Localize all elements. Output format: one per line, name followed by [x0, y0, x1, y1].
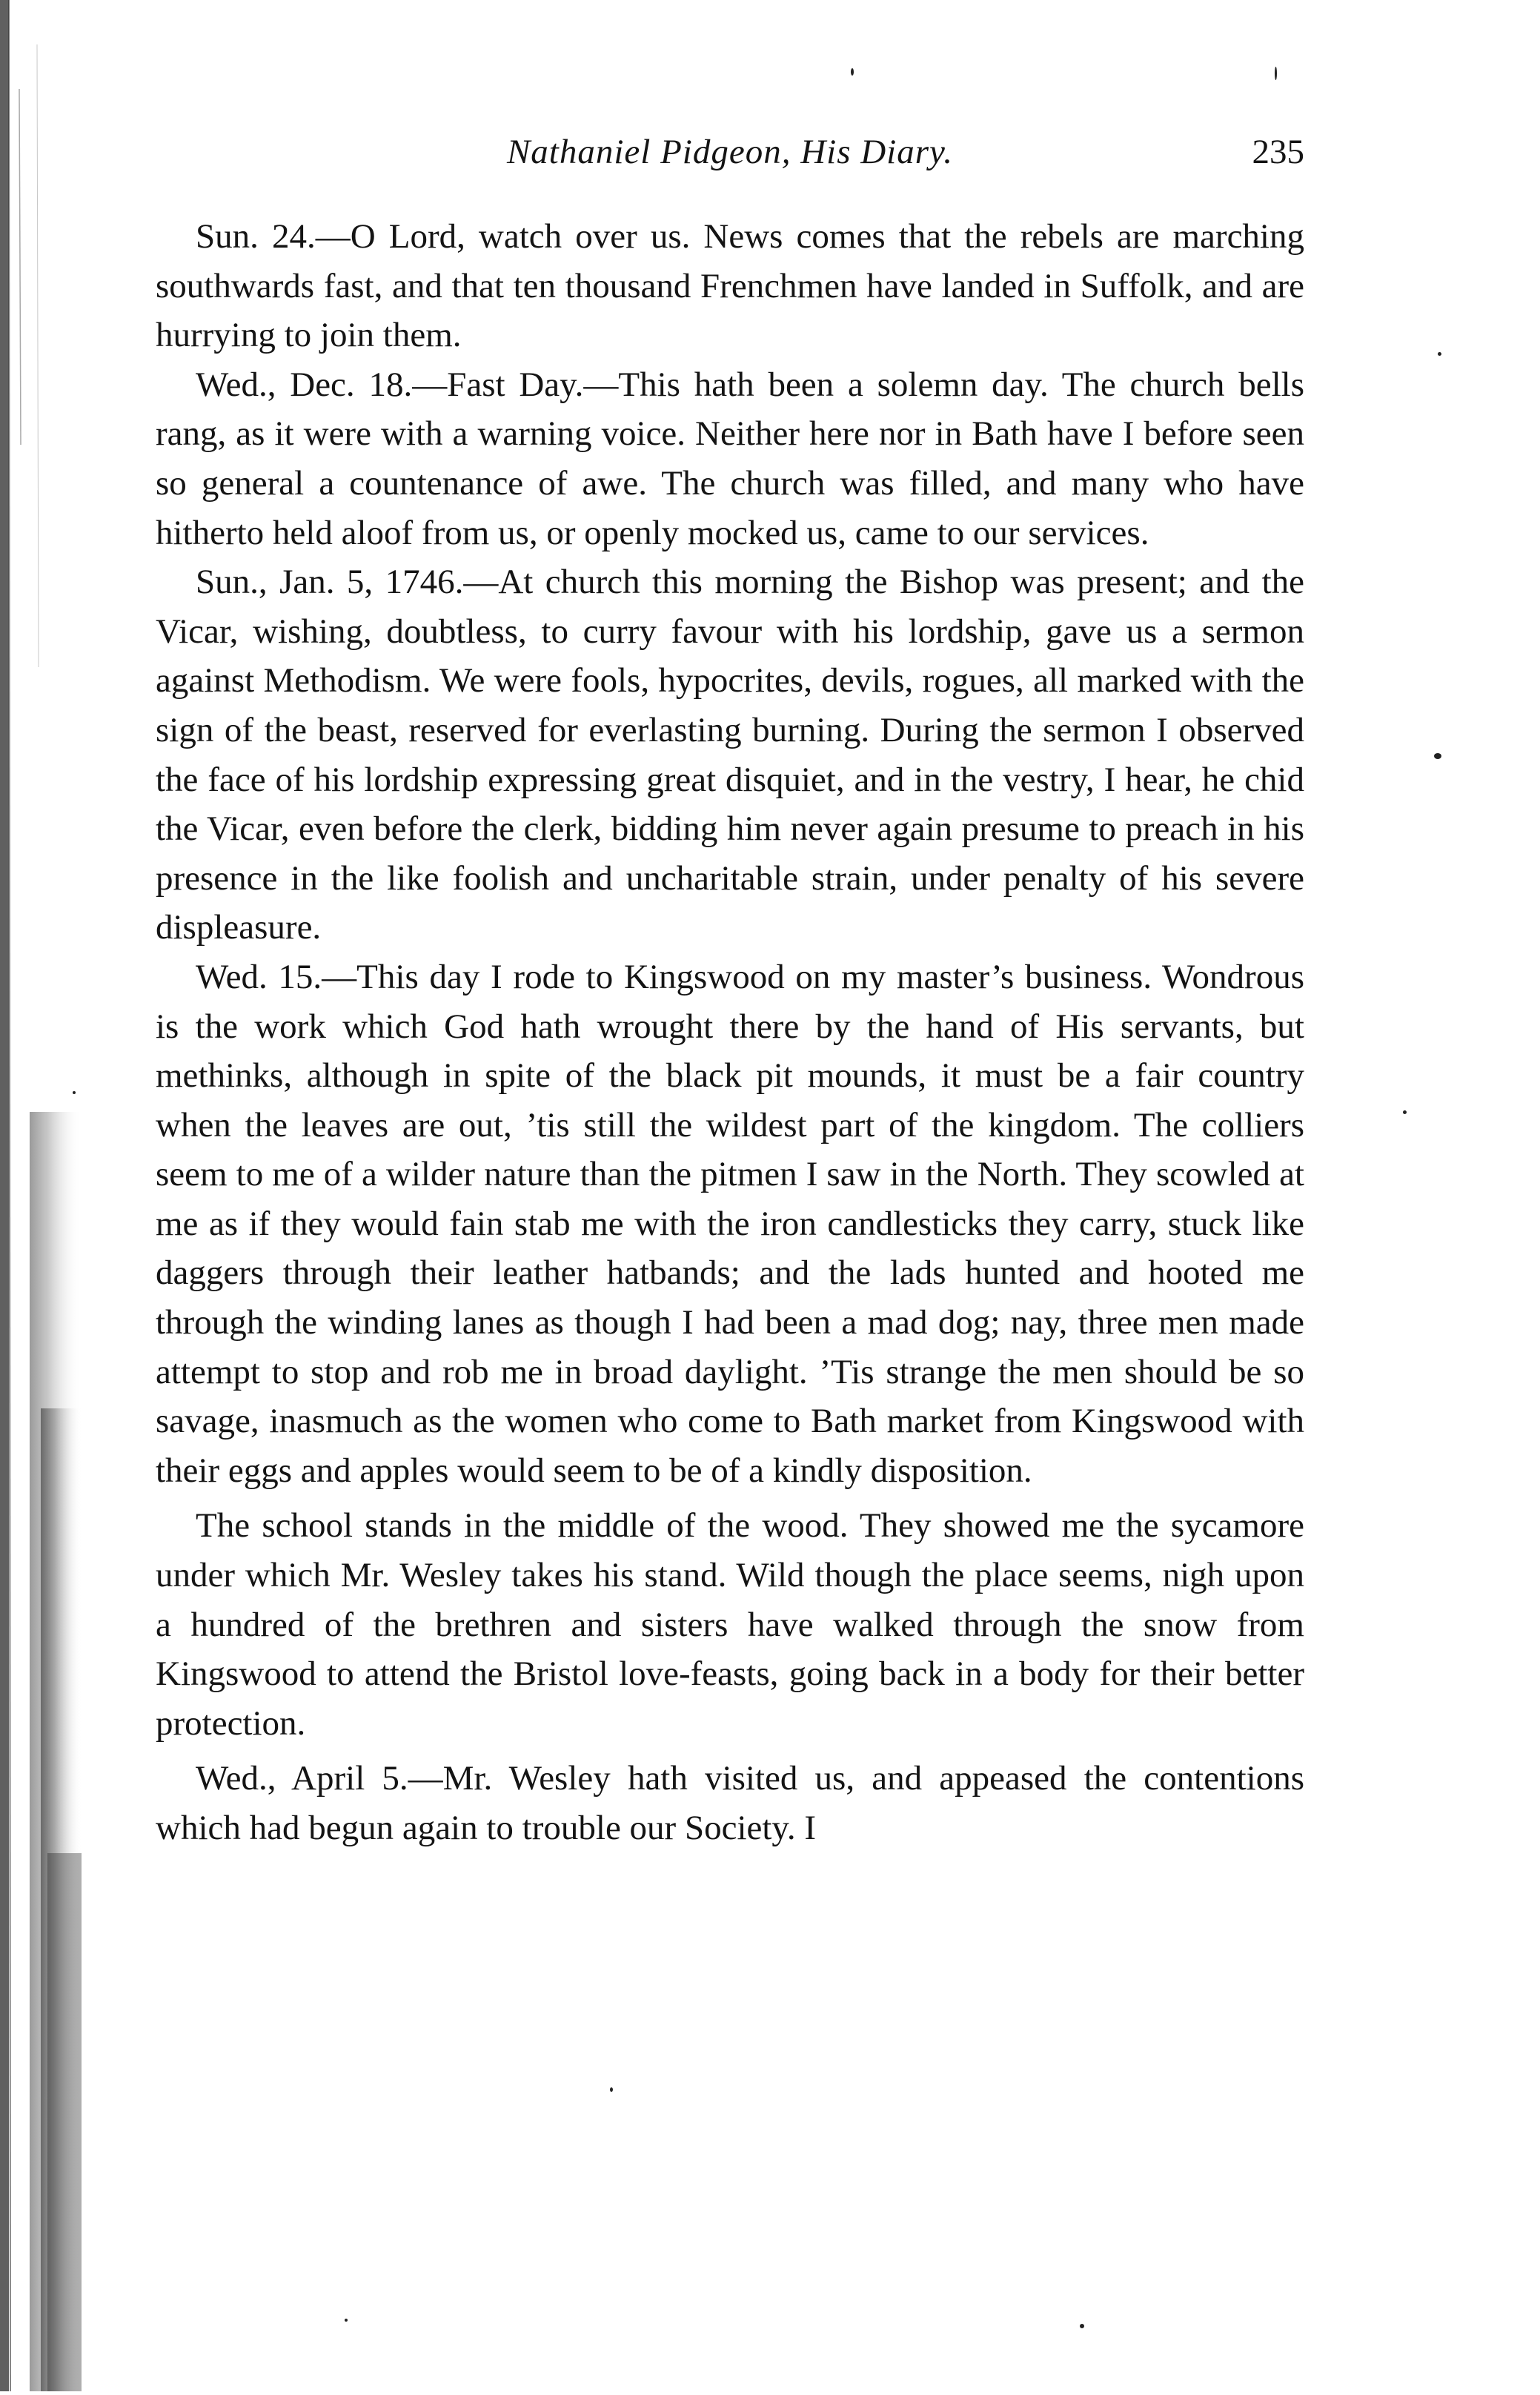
- speck: [1403, 1110, 1407, 1114]
- running-head: [156, 132, 1304, 191]
- diary-paragraph-school: The school stands in the middle of the wood. They showed me the sycamore under which Mr. Wesley takes his stand. Wild though the place seems, nigh upon a hundred of the brethren and sisters have walked through the snow from Kingswood to attend the Bristol love-feasts, going back in a body for their better protection.: [156, 1506, 1304, 1743]
- running-title: Nathaniel Pidgeon, His Diary.: [506, 133, 954, 171]
- speck: [610, 2087, 613, 2092]
- diary-entry-sun-jan-5: Sun., Jan. 5, 1746.—At church this morning the Bishop was present; and the Vicar, wishing, doubtless, to curry favour with his lordship, gave us a sermon against Methodism. We were fools, hypocrites, devils, rogues, all marked with the sign of the beast, reserved for everlasting burning. During the sermon I observed the face of his lordship expressing great disquiet, and in the vestry, I hear, he chid the Vicar, even before the clerk, bidding him never again presume to preach in his presence in the like foolish and uncharitable strain, under penalty of his severe displeasure.: [156, 563, 1304, 947]
- speck: [1275, 67, 1277, 80]
- speck: [1080, 2324, 1084, 2328]
- diary-entry-wed-april-5: Wed., April 5.—Mr. Wesley hath visited us, and appeased the contentions which had begun again to trouble our Society. I: [156, 1759, 1304, 1847]
- speck: [1434, 753, 1441, 759]
- binding-gutter-shadow: [0, 0, 111, 2391]
- diary-entry-wed-dec-18: Wed., Dec. 18.—Fast Day.—This hath been a solemn day. The church bells rang, as it were with a warning voice. Neither here nor in Bath have I before seen so general a countenance of awe. The church was filled, and many who have hitherto held aloof from us, or openly mocked us, came to our services.: [156, 365, 1304, 552]
- speck: [73, 1091, 76, 1094]
- diary-text: [156, 212, 1304, 1853]
- diary-entry-sun-24: Sun. 24.—O Lord, watch over us. News comes that the rebels are marching southwards fast, and that ten thousand Frenchmen have landed in Suffolk, and are hurrying to join them.: [156, 217, 1304, 355]
- speck: [1438, 352, 1441, 356]
- page-number: 235: [1252, 133, 1304, 171]
- binding-gutter-texture: [0, 0, 111, 2391]
- speck: [851, 68, 854, 76]
- diary-entry-wed-15: Wed. 15.—This day I rode to Kingswood on my master’s business. Wondrous is the work which God hath wrought there by the hand of His servants, but methinks, although in spite of the black pit mounds, it must be a fair country when the leaves are out, ’tis still the wildest part of the kingdom. The colliers seem to me of a wilder nature than the pitmen I saw in the North. They scowled at me as if they would fain stab me with the iron candlesticks they carry, stuck like daggers through their leather hatbands; and the lads hunted and hooted me through the winding lanes as though I had been a mad dog; nay, three men made attempt to stop and rob me in broad daylight. ’Tis strange the men should be so savage, inasmuch as the women who come to Bath market from Kingswood with their eggs and apples would seem to be of a kindly disposition.: [156, 957, 1304, 1490]
- speck: [345, 2319, 348, 2322]
- book-page: [156, 132, 1304, 1853]
